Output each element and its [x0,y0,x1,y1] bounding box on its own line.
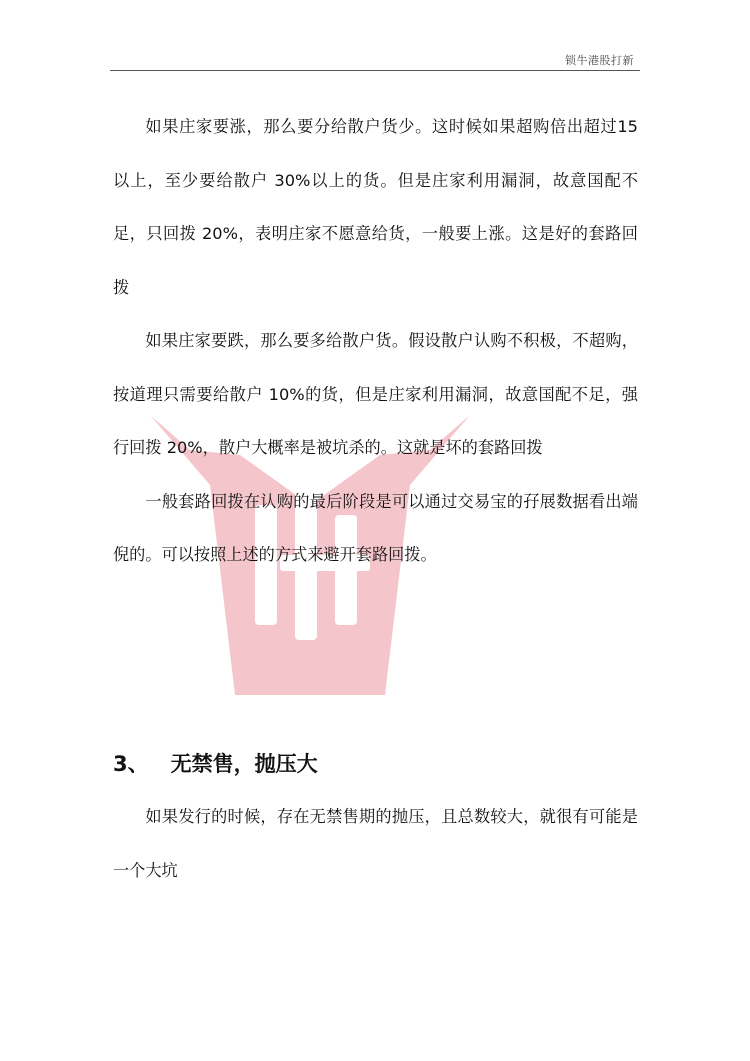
document-body [113,100,638,880]
paragraph-fall: 如果庄家要跌，那么要多给散户货。假设散户认购不积极，不超购，按道理只需要给散户 10%的货，但是庄家利用漏洞，故意国配不足，强行回拨 20%，散户大概率是被坑杀的。这就是坏的套路回拨 [113,331,638,457]
section-title-text: 无禁售，抛压大 [170,752,318,776]
paragraph-section: 如果发行的时候，存在无禁售期的抛压，且总数较大，就很有可能是一个大坑 [113,807,638,880]
section-number: 3、 [113,752,149,776]
page-header: 锁牛港股打新 [565,54,634,67]
header-divider [110,70,640,71]
paragraph-rise: 如果庄家要涨，那么要分给散户货少。这时候如果超购倍出超过15 以上，至少要给散户 30%以上的货。但是庄家利用漏洞，故意国配不足，只回拨 20%，表明庄家不愿意给货，一般要上涨。这是好的套路回拨 [113,117,638,297]
paragraph-summary: 一般套路回拨在认购的最后阶段是可以通过交易宝的孖展数据看出端倪的。可以按照上述的方式来避开套路回拨。 [113,491,638,564]
section-heading [113,748,318,778]
